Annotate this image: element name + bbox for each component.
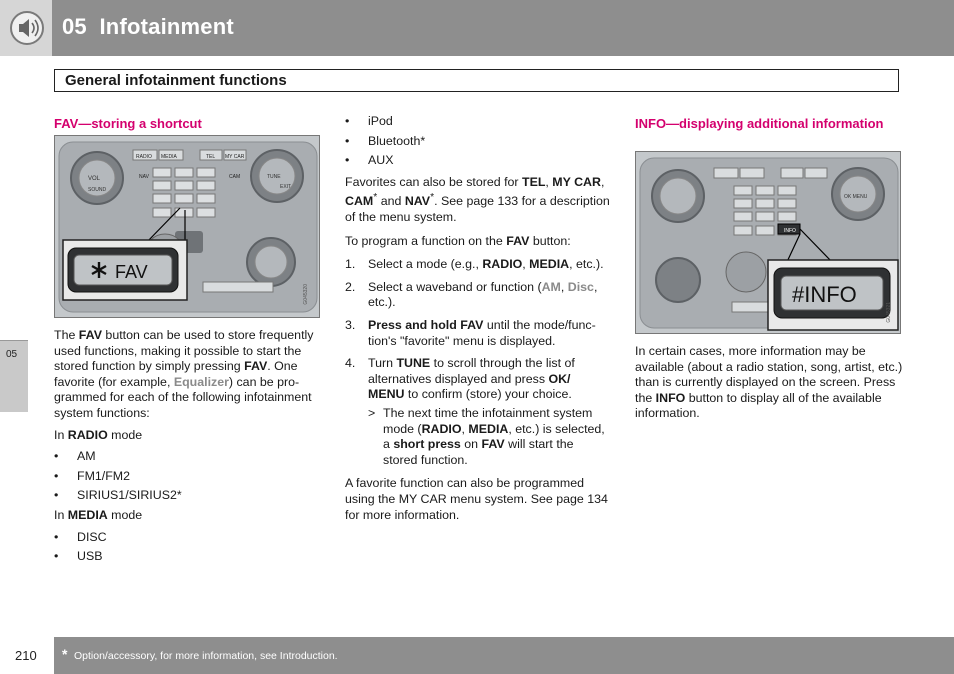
- column-fav-body: [54, 328, 320, 569]
- bold-text: CAM: [345, 194, 374, 209]
- chapter-title: [62, 14, 234, 40]
- text: button to display all of the available information.: [635, 390, 882, 421]
- bold-text: MY CAR: [552, 174, 601, 189]
- step-item: [345, 318, 610, 349]
- bold-text: FAV: [481, 437, 505, 452]
- text: and: [377, 194, 405, 209]
- info-figure: [635, 151, 901, 334]
- fav-heading: FAV—storing a shortcut: [54, 116, 202, 131]
- side-tab-label: 05: [6, 349, 18, 360]
- bold-text: TUNE: [396, 356, 431, 371]
- column-info-body: [635, 344, 903, 428]
- text: In: [54, 507, 68, 522]
- footnote-marker: *: [430, 192, 435, 204]
- info-heading: INFO—displaying additional information: [635, 116, 884, 131]
- bold-text: FAV: [244, 359, 268, 374]
- text: , etc.) is selected, a: [383, 421, 605, 452]
- text: mode: [107, 507, 143, 522]
- text: The next time the infotainment system mode (: [383, 406, 593, 436]
- vol-label: VOL: [88, 176, 101, 182]
- result-marker: >: [368, 406, 376, 421]
- nav-button-label: NAV: [139, 174, 149, 180]
- text: will start the stored function.: [383, 437, 574, 467]
- chapter-number: 05: [62, 14, 87, 39]
- info-paragraph: [635, 344, 903, 422]
- text: . One favorite (for example,: [54, 359, 298, 389]
- step-number: 1.: [345, 257, 356, 272]
- chapter-side-tab: [0, 340, 28, 412]
- control-panel-illustration: [55, 136, 320, 318]
- text: to confirm (store) your choice.: [404, 387, 572, 402]
- text: ,: [461, 421, 469, 436]
- text: ) can be programmed for each of the following infotainment system functions:: [54, 374, 312, 420]
- text: To program a function on the: [345, 233, 507, 248]
- info-button-callout-label: #INFO: [792, 282, 857, 307]
- step-number: 2.: [345, 279, 356, 294]
- list-item: • AM: [54, 449, 320, 465]
- step-result: [368, 406, 610, 468]
- list-item: • SIRIUS1/SIRIUS2*: [54, 488, 320, 504]
- radio-button-label: RADIO: [136, 154, 152, 160]
- bold-text: RADIO: [482, 257, 523, 272]
- text: to scroll through the list of alternatives displayed and press: [368, 356, 575, 386]
- footnote-text: Option/accessory, for more information, see Introduction.: [74, 650, 338, 662]
- bold-text: FAV: [506, 233, 530, 248]
- info-button-label: INFO: [784, 228, 796, 234]
- bold-text: Press and hold FAV: [368, 318, 484, 333]
- text: ,: [522, 257, 530, 272]
- section-title-bar: [54, 69, 899, 92]
- media-button-label: MEDIA: [161, 154, 177, 160]
- tel-button-label: TEL: [206, 154, 216, 160]
- column-fav-continued: [345, 114, 610, 529]
- bold-text: RADIO: [67, 427, 108, 442]
- fav-figure: [54, 135, 320, 318]
- list-item: • USB: [54, 549, 320, 565]
- program-steps: [345, 257, 610, 468]
- column-info: [635, 116, 900, 132]
- text: ,: [560, 279, 568, 294]
- text: mode: [107, 427, 143, 442]
- text: Turn: [368, 356, 397, 371]
- radio-mode-label: [54, 428, 320, 444]
- page-number: 210: [15, 648, 37, 663]
- speaker-icon: [9, 10, 45, 46]
- fav-button-callout-label: FAV: [115, 262, 148, 282]
- text: Select a waveband or function (: [368, 279, 542, 294]
- fav-figure-code: G045320: [303, 284, 309, 305]
- exit-label: EXIT: [280, 184, 292, 190]
- text: on: [460, 437, 482, 452]
- bold-text: INFO: [655, 390, 686, 405]
- bold-text: MEDIA: [529, 257, 570, 272]
- text: , etc.).: [368, 279, 598, 310]
- chapter-name: Infotainment: [99, 14, 234, 39]
- list-item: • AUX: [345, 153, 610, 169]
- bold-text: MEDIA: [468, 421, 509, 436]
- text: Select a mode (e.g.,: [368, 257, 483, 272]
- step-number: 4.: [345, 356, 356, 371]
- media-sources-list: [345, 114, 610, 169]
- media-mode-label: [54, 508, 320, 524]
- step-number: 3.: [345, 318, 356, 333]
- footer-bar: [54, 637, 954, 674]
- text: ,: [545, 174, 553, 189]
- bold-text: OK/ MENU: [368, 371, 571, 402]
- highlight-text: Disc: [567, 279, 594, 294]
- bold-text: RADIO: [421, 421, 462, 436]
- list-item: • DISC: [54, 530, 320, 546]
- bold-text: FAV: [78, 328, 102, 342]
- text: button:: [529, 233, 571, 248]
- chapter-header: [0, 0, 954, 56]
- step-item: [345, 356, 610, 468]
- step-item: [345, 280, 610, 311]
- list-item: • iPod: [345, 114, 610, 130]
- bold-text: TEL: [522, 174, 546, 189]
- text: ,: [600, 174, 605, 189]
- sound-label: SOUND: [88, 187, 107, 193]
- highlight-text: AM: [541, 279, 561, 294]
- bold-text: NAV: [404, 194, 431, 209]
- control-panel-illustration: [636, 152, 901, 334]
- chapter-icon-box: [0, 0, 52, 56]
- program-intro: [345, 234, 610, 250]
- text: , etc.).: [569, 257, 604, 272]
- text: Favorites can also be stored for: [345, 174, 522, 189]
- text: button can be used to store frequently used functions, making it possible to start the stored function by simply pressing: [54, 328, 314, 374]
- list-item: • FM1/FM2: [54, 469, 320, 485]
- ok-menu-label: OK MENU: [844, 194, 868, 200]
- bold-text: short press: [393, 437, 461, 452]
- radio-mode-list: [54, 449, 320, 504]
- tune-label: TUNE: [267, 174, 281, 180]
- cam-button-label: CAM: [229, 174, 241, 180]
- mycar-button-label: MY CAR: [225, 154, 245, 160]
- bold-text: MEDIA: [67, 507, 108, 522]
- media-mode-list: [54, 530, 320, 565]
- text: The: [54, 328, 79, 342]
- step-item: [345, 257, 610, 273]
- column-fav: [54, 116, 320, 132]
- text: In: [54, 427, 68, 442]
- text: . See page 133 for a description of the menu system.: [345, 194, 610, 225]
- info-figure-code: G045321: [886, 302, 892, 323]
- footnote-star: *: [62, 646, 68, 662]
- section-title: General infotainment functions: [65, 72, 287, 89]
- list-item: • Bluetooth*: [345, 134, 610, 150]
- footnote-marker: *: [373, 192, 378, 204]
- final-paragraph: A favorite function can also be programmed using the MY CAR menu system. See page 134 for more information.: [345, 476, 608, 522]
- fav-intro-paragraph: [54, 328, 320, 422]
- text: until the mode/function's "favorite" menu is displayed.: [368, 318, 596, 348]
- favorites-paragraph: [345, 175, 610, 226]
- text: In certain cases, more information may be available (about a radio station, song, artist, etc.) than is currently displayed on the screen. Press the: [635, 344, 903, 405]
- highlight-text: Equalizer: [173, 374, 229, 389]
